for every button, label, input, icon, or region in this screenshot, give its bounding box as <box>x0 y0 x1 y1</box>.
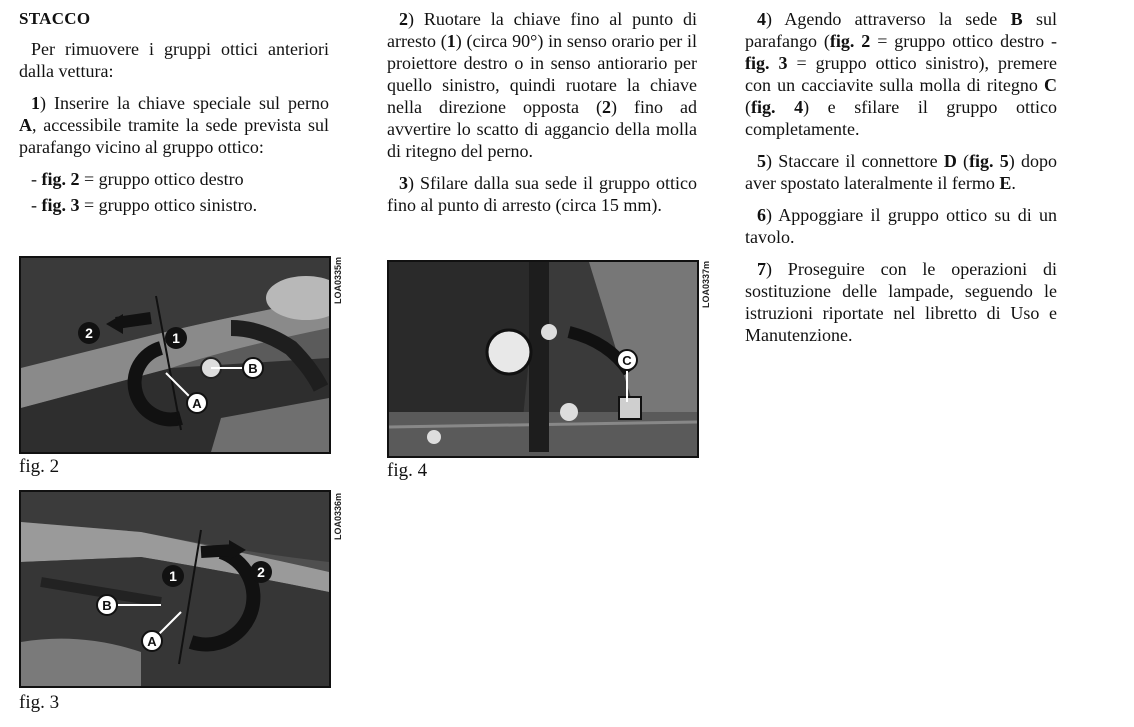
bullet-fig3: - fig. 3 = gruppo ottico sinistro. <box>31 195 258 215</box>
fig3-label-a: A <box>147 634 157 649</box>
figure-3-image <box>19 490 331 688</box>
figure-2-image <box>19 256 331 454</box>
figure-3-caption: fig. 3 <box>19 692 60 713</box>
step-number: 1 <box>31 93 40 113</box>
fig4-label-c: C <box>622 353 632 368</box>
fig2-label-1: 1 <box>172 330 180 346</box>
column-right <box>745 8 1057 356</box>
figure-2-illustration <box>21 258 329 452</box>
fig3-label-1: 1 <box>169 568 177 584</box>
figure-2-caption: fig. 2 <box>19 456 60 477</box>
step-7: 7) Proseguire con le operazioni di sostituzione delle lampade, seguendo le istruzioni riportate nel libretto di Uso e Manutenzione. <box>745 259 1057 345</box>
figure-4-code: LOA0337m <box>701 260 711 308</box>
section-title: STACCO <box>19 9 91 28</box>
bullet-fig2: - fig. 2 = gruppo ottico destro <box>31 169 244 189</box>
step-1: 1) Inserire la chiave speciale sul perno A, accessibile tramite la sede prevista sul parafango vicino al gruppo ottico: <box>19 93 329 157</box>
column-left <box>19 8 329 220</box>
figure-4-caption: fig. 4 <box>387 460 428 481</box>
step-5: 5) Staccare il connettore D (fig. 5) dopo aver spostato lateralmente il fermo E. <box>745 151 1058 193</box>
step-2: 2) Ruotare la chiave fino al punto di arresto (1) (circa 90°) in senso orario per il proiettore destro o in senso antiorario per quello sinistro, quindi ruotare la chiave nella direzione opposta (2) fino ad avvertire lo scatto di aggancio della molla di ritegno del perno. <box>387 9 698 161</box>
intro-paragraph: Per rimuovere i gruppi ottici anteriori dalla vettura: <box>19 39 329 81</box>
figure-4-image <box>387 260 699 458</box>
step-6: 6) Appoggiare il gruppo ottico su di un tavolo. <box>745 205 1057 247</box>
fig2-label-a: A <box>192 396 202 411</box>
figure-2-code: LOA0335m <box>333 256 343 304</box>
figure-3-illustration <box>21 492 329 686</box>
figure-4-illustration <box>389 262 697 456</box>
step-3: 3) Sfilare dalla sua sede il gruppo ottico fino al punto di arresto (circa 15 mm). <box>387 173 697 215</box>
fig3-label-b: B <box>102 598 112 613</box>
step-4: 4) Agendo attraverso la sede B sul parafango (fig. 2 = gruppo ottico destro - fig. 3 = gruppo ottico sinistro), premere con un cacciavite sulla molla di ritegno C (fig. 4) e sfilare il gruppo ottico completamente. <box>745 9 1058 139</box>
column-middle <box>387 8 697 226</box>
figure-3-code: LOA0336m <box>333 492 343 540</box>
fig2-label-b: B <box>248 361 258 376</box>
fig3-label-2: 2 <box>257 564 265 580</box>
fig2-label-2: 2 <box>85 325 93 341</box>
